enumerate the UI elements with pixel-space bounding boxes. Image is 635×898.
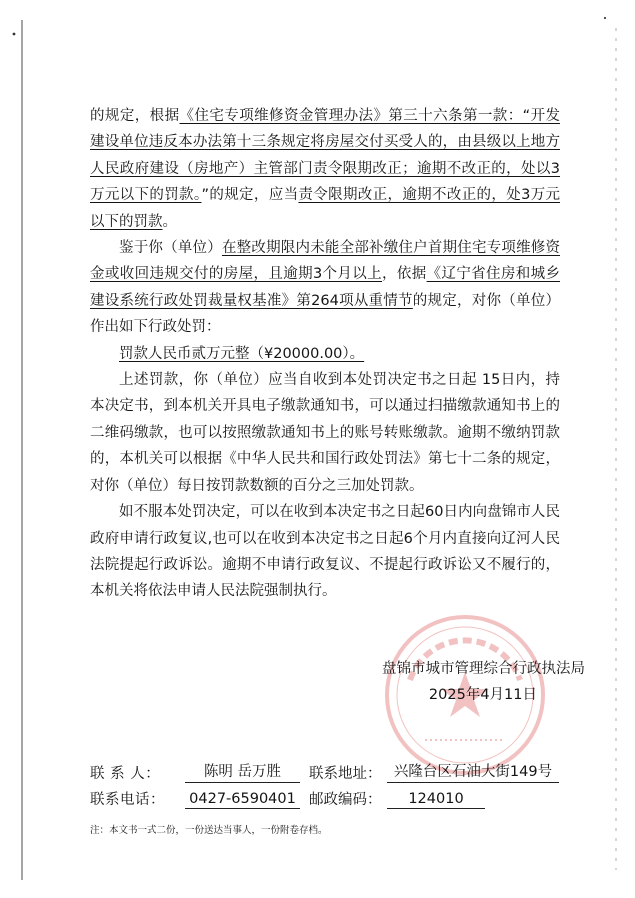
issue-date: 2025年4月11日 bbox=[428, 687, 537, 703]
contact-phone-label: 联系电话： bbox=[90, 792, 165, 808]
text-run: 。 bbox=[162, 213, 177, 230]
text-run: ”的规定，应当 bbox=[201, 187, 299, 204]
contact-block bbox=[90, 757, 559, 809]
paragraph-penalty-basis bbox=[90, 235, 560, 341]
contact-phone-value: 0427-6590401 bbox=[185, 791, 300, 809]
paragraph-legal-basis bbox=[90, 103, 560, 235]
text-run: ，依据 bbox=[382, 266, 427, 283]
paragraph-appeal: 如不服本处罚决定，可以在收到本决定书之日起60日内向盘锦市人民政府申请行政复议,也可以在收到本决定书之日起6个月内直接向辽河人民法院提起行政诉讼。逾期不申请行政复议、不提起行政诉讼又不履行的，本机关将依法申请人民法院强制执行。 bbox=[90, 504, 560, 600]
text-run: 的规定，对你（单位）作出如下行政处罚： bbox=[90, 292, 560, 336]
underlined-text: 《住宅专项维修资金管理办法》第三十六条第一款：“开发建设单位违反本办法第十三条规定将房屋交付买受人的，由县级以上地方人民政府建设（房地产）主管部门责令限期改正；逾期不改正的，处以3万元以下的罚款。 bbox=[90, 108, 560, 204]
issuing-authority: 盘锦市城市管理综合行政执法局 bbox=[382, 661, 585, 677]
issuer-block bbox=[382, 656, 585, 708]
paragraph-payment: 上述罚款，你（单位）应当自收到本处罚决定书之日起 15日内，持本决定书，到本机关开具电子缴款通知书，可以通过扫描缴款通知书上的二维码缴款，也可以按照缴款通知书上的账号转账缴款。逾期不缴纳罚款的，本机关可以根据《中华人民共和国行政处罚法》第七十二条的规定，对你（单位）每日按罚款数额的百分之三加处罚款。 bbox=[90, 372, 560, 494]
contact-zip-label: 邮政编码： bbox=[309, 792, 382, 808]
contact-address-label: 联系地址： bbox=[309, 766, 382, 782]
underlined-text: 在整改期限内未能全部补缴住户首期住宅专项维修资金或收回违规交付的房屋，且逾期3个月以上 bbox=[90, 240, 561, 283]
contact-person-label: 联 系 人： bbox=[90, 766, 161, 782]
footnote: 注：本文书一式二份，一份送达当事人，一份附卷存档。 bbox=[90, 825, 328, 836]
underlined-text: 《辽宁省住房和城乡建设系统行政处罚裁量权基准》第264项从重情节 bbox=[90, 266, 561, 309]
contact-address-value: 兴隆台区石油大街149号 bbox=[387, 760, 559, 783]
paragraph-penalty-amount bbox=[90, 341, 560, 367]
penalty-amount: 罚款人民币贰万元整（¥20000.00）。 bbox=[119, 345, 365, 362]
contact-row-phone bbox=[90, 783, 559, 809]
underlined-text: 责令限期改正，逾期不改正的，处3万元以下的罚款 bbox=[90, 187, 560, 230]
text-run: 鉴于你（单位） bbox=[119, 240, 222, 257]
decision-body bbox=[90, 103, 560, 605]
text-run: 的规定，根据 bbox=[90, 108, 180, 124]
contact-zip-value: 124010 bbox=[387, 791, 485, 809]
contact-row-person bbox=[90, 757, 559, 783]
contact-person-value: 陈明 岳万胜 bbox=[185, 760, 300, 783]
